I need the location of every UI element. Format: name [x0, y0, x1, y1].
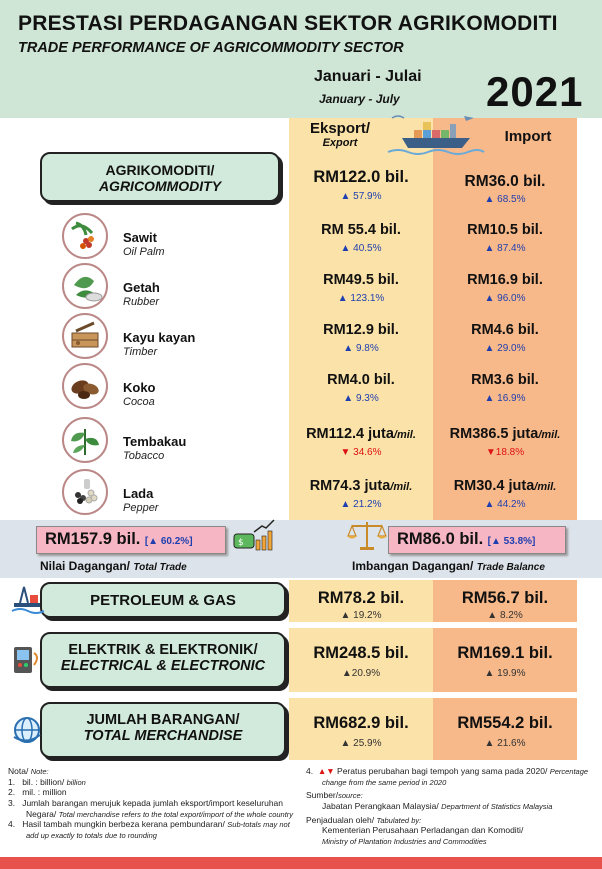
- notes-left: Nota/ Note: 1. bil. : billion/ billion 2. mil. : million 3. Jumlah barangan merujuk kepada jumlah eksport/import keseluruhan Negara/ Total merchandise refers to the total export/import of the whole country 4. Hasil tambah mungkin berbeza kerana pembundaran/ Sub-totals may not add up exactly to totals due to rounding: [8, 766, 294, 840]
- category-import-value: RM169.1 bil.: [457, 644, 553, 662]
- category-box: [40, 582, 286, 618]
- oil-rig-icon: [10, 583, 44, 617]
- total-trade-change: [▲ 60.2%]: [144, 536, 193, 547]
- year-label: 2021: [486, 68, 584, 115]
- product-name-english: Pepper: [123, 502, 159, 514]
- category-export-change: ▲ 25.9%: [340, 738, 382, 749]
- title-malay: PRESTASI PERDAGANGAN SEKTOR AGRIKOMODITI: [18, 12, 558, 35]
- export-column-header: Eksport/ Export: [309, 120, 370, 149]
- category-export-cell: [289, 698, 433, 760]
- category-box: [40, 632, 286, 688]
- category-import-change: ▲ 19.9%: [484, 668, 526, 679]
- total-trade-label: Nilai Dagangan/ Total Trade: [40, 559, 187, 573]
- product-name-malay: Tembakau: [123, 434, 187, 449]
- tobacco-icon: [62, 417, 108, 463]
- pepper-icon: [62, 469, 108, 515]
- agri-import-change: ▲ 68.5%: [484, 194, 526, 205]
- category-label-malay: JUMLAH BARANGAN/: [86, 712, 240, 728]
- footer-bar: [0, 857, 602, 869]
- category-export-value: RM682.9 bil.: [313, 714, 409, 732]
- category-export-change: ▲20.9%: [341, 668, 381, 679]
- oil-palm-icon: [62, 213, 108, 259]
- product-name-english: Timber: [123, 346, 158, 358]
- product-import-value: RM16.9 bil.: [467, 272, 543, 288]
- product-row: [0, 262, 602, 316]
- product-export-value: RM49.5 bil.: [323, 272, 399, 288]
- trade-balance-value: RM86.0 bil.: [397, 530, 484, 548]
- product-name-malay: Koko: [123, 380, 156, 395]
- product-row: [0, 212, 602, 266]
- product-export-change: ▲ 9.8%: [343, 343, 379, 354]
- trade-balance-label: Imbangan Dagangan/ Trade Balance: [352, 559, 545, 573]
- timber-icon: [62, 313, 108, 359]
- notes-right: 4. ▲▼ Peratus perubahan bagi tempoh yang sama pada 2020/ Percentage change from the same period in 2020 Sumber/source: Jabatan Perangkaan Malaysia/ Department of Statistics Malaysia Penjadualan oleh/ Tabulated by: Kementerian Perusahaan Perladangan dan Komoditi/ Ministry of Plantation Industries and Commodities: [306, 766, 589, 846]
- product-import-change: ▲ 87.4%: [484, 243, 526, 254]
- product-export-value: RM4.0 bil.: [327, 372, 395, 388]
- svg-text:$: $: [238, 538, 244, 548]
- product-row: [0, 362, 602, 416]
- product-export-change: ▼ 34.6%: [340, 447, 382, 458]
- category-export-change: ▲ 19.2%: [340, 610, 382, 621]
- product-import-value: RM10.5 bil.: [467, 222, 543, 238]
- product-row: [0, 312, 602, 366]
- trade-balance-pill: [388, 526, 566, 554]
- category-import-change: ▲ 21.6%: [484, 738, 526, 749]
- product-name-malay: Getah: [123, 280, 160, 295]
- category-import-change: ▲ 8.2%: [487, 610, 523, 621]
- product-name-malay: Sawit: [123, 230, 157, 245]
- product-export-change: ▲ 21.2%: [340, 499, 382, 510]
- balance-scale-icon: [346, 518, 388, 552]
- agri-import-value: RM36.0 bil.: [464, 173, 546, 190]
- globe-icon: [10, 713, 44, 747]
- product-export-change: ▲ 123.1%: [337, 293, 385, 304]
- product-row: [0, 416, 602, 470]
- product-import-change: ▲ 96.0%: [484, 293, 526, 304]
- category-label: PETROLEUM & GAS: [90, 592, 236, 609]
- agricommodity-box: AGRIKOMODITI/ AGRICOMMODITY: [40, 152, 280, 202]
- category-box: [40, 702, 286, 758]
- product-import-value: RM386.5 juta/mil.: [449, 426, 561, 442]
- product-import-change: ▼18.8%: [485, 447, 525, 458]
- category-import-cell: [433, 698, 577, 760]
- total-trade-value: RM157.9 bil.: [45, 530, 141, 548]
- cocoa-icon: [62, 363, 108, 409]
- cargo-ship-icon: [384, 112, 488, 160]
- product-import-value: RM30.4 juta/mil.: [453, 478, 557, 494]
- agri-export-value: RM122.0 bil.: [313, 168, 409, 186]
- category-import-value: RM56.7 bil.: [461, 589, 549, 607]
- product-export-change: ▲ 9.3%: [343, 393, 379, 404]
- product-import-value: RM4.6 bil.: [471, 322, 539, 338]
- product-name-malay: Kayu kayan: [123, 330, 196, 345]
- category-export-cell: [289, 580, 433, 622]
- import-column-header: Import: [504, 128, 552, 145]
- title-english: TRADE PERFORMANCE OF AGRICOMMODITY SECTOR: [18, 40, 404, 56]
- category-import-cell: [433, 580, 577, 622]
- category-label-english: TOTAL MERCHANDISE: [83, 728, 243, 744]
- total-trade-pill: [36, 526, 226, 554]
- category-export-value: RM248.5 bil.: [313, 644, 409, 662]
- product-name-english: Cocoa: [123, 396, 155, 408]
- product-export-value: RM74.3 juta/mil.: [309, 478, 413, 494]
- product-export-value: RM112.4 juta/mil.: [306, 426, 416, 442]
- money-chart-icon: [232, 518, 276, 554]
- category-export-value: RM78.2 bil.: [317, 589, 405, 607]
- product-name-english: Rubber: [123, 296, 160, 308]
- product-import-change: ▲ 44.2%: [484, 499, 526, 510]
- product-export-change: ▲ 40.5%: [340, 243, 382, 254]
- product-export-value: RM12.9 bil.: [323, 322, 399, 338]
- category-label-malay: ELEKTRIK & ELEKTRONIK/: [68, 642, 258, 658]
- agri-export-change: ▲ 57.9%: [340, 191, 382, 202]
- trade-balance-change: [▲ 53.8%]: [487, 536, 536, 547]
- product-import-change: ▲ 29.0%: [484, 343, 526, 354]
- rubber-icon: [62, 263, 108, 309]
- category-import-value: RM554.2 bil.: [457, 714, 553, 732]
- product-import-value: RM3.6 bil.: [471, 372, 539, 388]
- product-import-change: ▲ 16.9%: [484, 393, 526, 404]
- product-name-malay: Lada: [123, 486, 154, 501]
- product-name-english: Oil Palm: [123, 246, 165, 258]
- category-import-cell: [433, 628, 577, 692]
- period-malay: Januari - Julai: [314, 68, 422, 85]
- category-export-cell: [289, 628, 433, 692]
- product-row: [0, 468, 602, 522]
- electronics-icon: [10, 643, 44, 677]
- category-label-english: ELECTRICAL & ELECTRONIC: [60, 658, 266, 674]
- period-english: January - July: [319, 92, 400, 106]
- product-export-value: RM 55.4 bil.: [321, 222, 401, 238]
- product-name-english: Tobacco: [123, 450, 165, 462]
